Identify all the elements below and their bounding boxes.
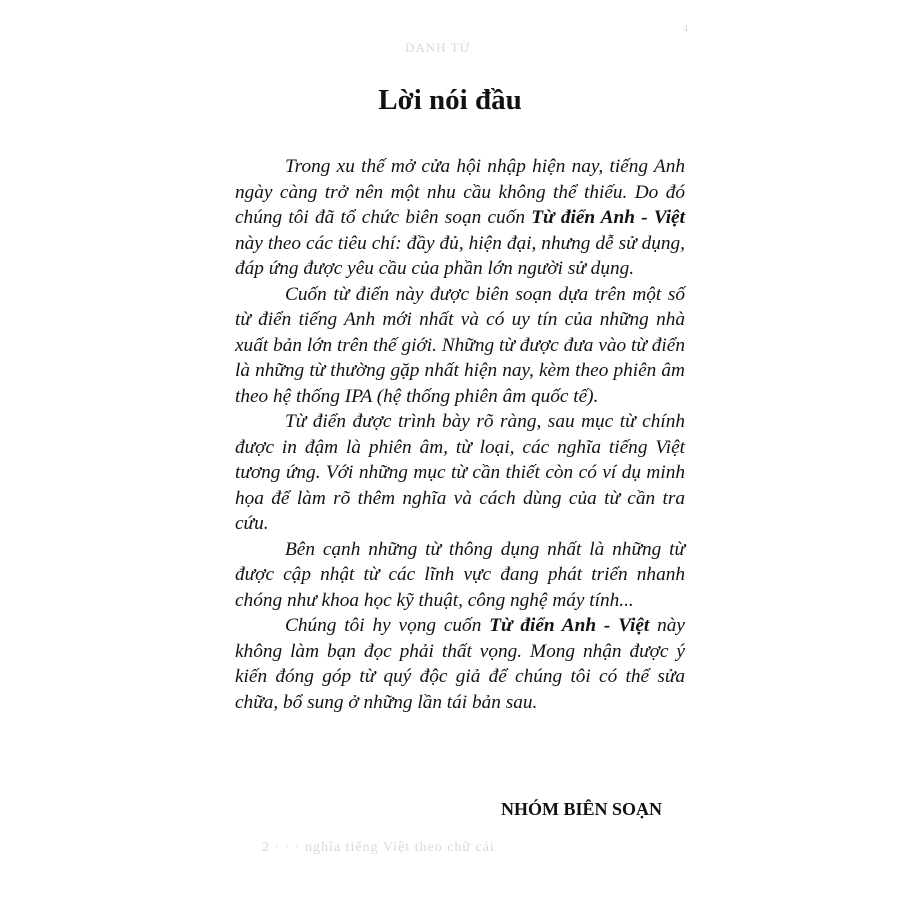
dictionary-title-1: Từ điển Anh - Việt xyxy=(531,207,685,228)
paragraph-1 xyxy=(235,154,685,282)
paragraph-3: Từ điển được trình bày rõ ràng, sau mục từ chính được in đậm là phiên âm, từ loại, các nghĩa tiếng Việt tương ứng. Với những mục từ cần thiết còn có ví dụ minh họa để làm rõ thêm nghĩa và cách dùng của từ cần tra cứu. xyxy=(235,411,685,534)
paragraph-5-end: này không làm bạn đọc phải thất vọng. Mong nhận được ý kiến đóng góp từ quý độc giả để chúng tôi có thể sửa chữa, bổ sung ở những lần tái bản sau. xyxy=(235,615,685,713)
paragraph-5 xyxy=(235,613,685,715)
bleed-through-top: DANH TỪ xyxy=(405,40,471,55)
paragraph-4: Bên cạnh những từ thông dụng nhất là những từ được cập nhật từ các lĩnh vực đang phát triển nhanh chóng như khoa học kỹ thuật, công nghệ máy tính... xyxy=(235,538,685,611)
signature: NHÓM BIÊN SOẠN xyxy=(500,799,662,819)
paragraph-2: Cuốn từ điển này được biên soạn dựa trên một số từ điển tiếng Anh mới nhất và có uy tín của những nhà xuất bản lớn trên thế giới. Những từ được đưa vào từ điển là những từ thường gặp nhất hiện nay, kèm theo phiên âm theo hệ thống IPA (hệ thống phiên âm quốc tế). xyxy=(235,283,685,407)
page-title: Lời nói đầu xyxy=(378,84,522,116)
bleed-through-corner: 4 xyxy=(683,24,689,35)
paragraph-5-start: Chúng tôi hy vọng cuốn xyxy=(285,615,490,636)
dictionary-title-2: Từ điển Anh - Việt xyxy=(489,615,650,636)
paragraph-1-end: này theo các tiêu chí: đầy đủ, hiện đại, nhưng dễ sử dụng, đáp ứng được yêu cầu của phần lớn người sử dụng. xyxy=(235,232,685,279)
paragraph-1-start: Trong xu thế mở cửa hội nhập hiện nay, tiếng Anh ngày càng trở nên một nhu cầu không thể thiếu. Do đó chúng tôi đã tổ chức biên soạn cuốn xyxy=(235,156,685,228)
preface-body xyxy=(235,154,685,715)
bleed-through-bottom: 2 · · · nghĩa tiếng Việt theo chữ cái xyxy=(262,840,495,855)
